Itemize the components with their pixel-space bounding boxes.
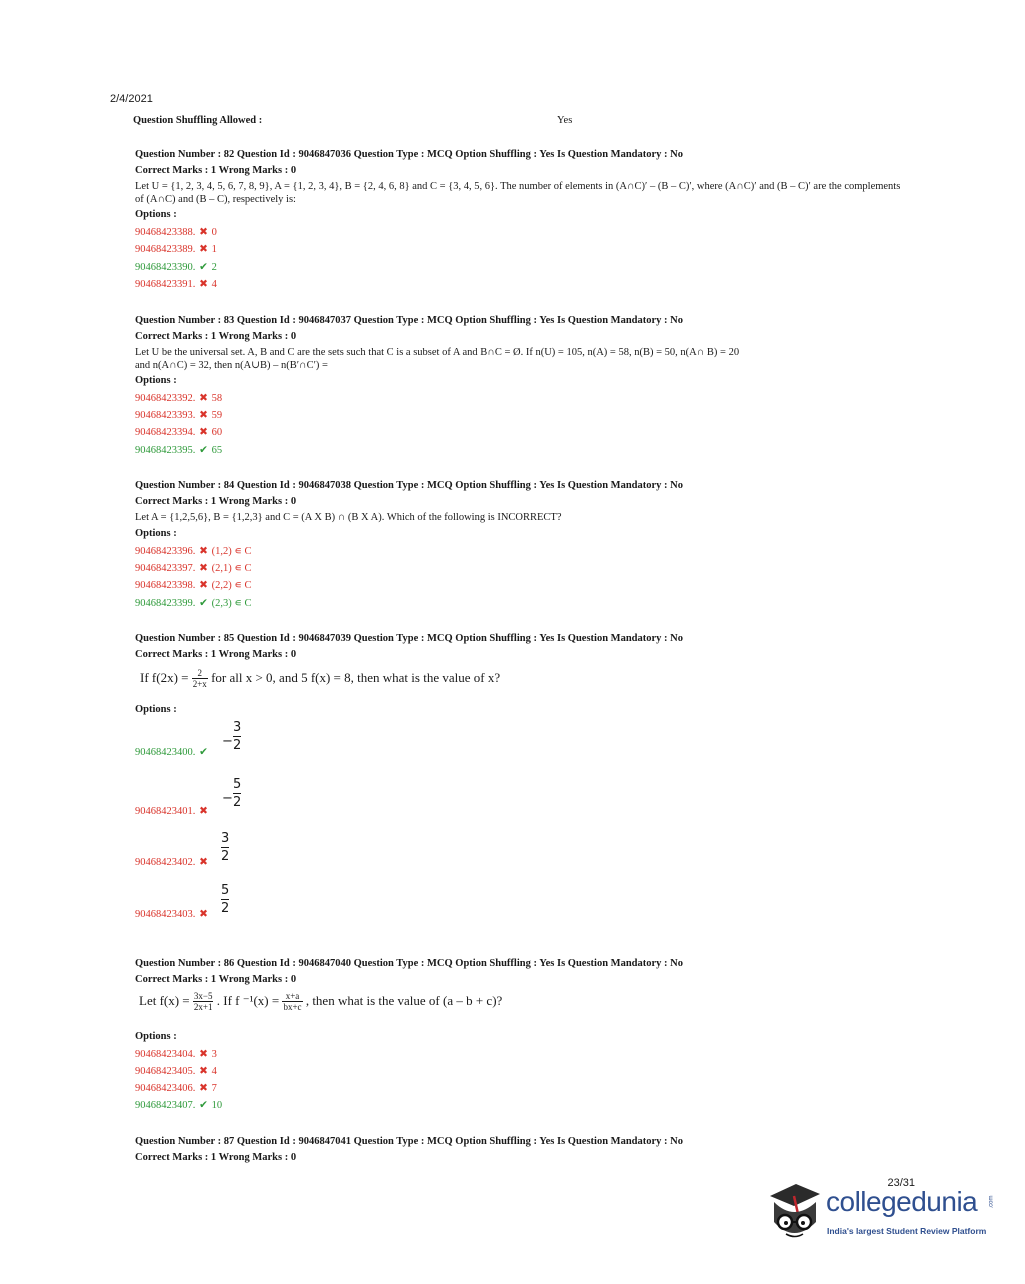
wrong-mark-icon: ✖ — [199, 244, 208, 255]
q86-marks: Correct Marks : 1 Wrong Marks : 0 — [135, 974, 297, 985]
q87-meta: Question Number : 87 Question Id : 9046847041 Question Type : MCQ Option Shuffling : Yes Is Question Mandatory : No — [135, 1136, 683, 1147]
brand-tagline: India's largest Student Review Platform — [827, 1226, 987, 1236]
option-row[interactable]: 90468423404. ✖ 3 — [135, 1049, 217, 1060]
option-row[interactable]: 90468423396. ✖ (1,2) ∊ C — [135, 546, 252, 557]
option-row[interactable]: 90468423395. ✔ 65 — [135, 445, 223, 456]
option-row[interactable]: 90468423392. ✖ 58 — [135, 393, 223, 404]
q86-options-label: Options : — [135, 1031, 177, 1042]
option-row[interactable]: 90468423399. ✔ (2,3) ∊ C — [135, 598, 252, 609]
fraction: $\frac{2}{2+x}$ — [192, 668, 207, 689]
check-mark-icon: ✔ — [199, 747, 208, 758]
wrong-mark-icon: ✖ — [199, 1083, 208, 1094]
shuffling-value: Yes — [557, 115, 573, 126]
q82-options-label: Options : — [135, 209, 177, 220]
wrong-mark-icon: ✖ — [199, 857, 208, 868]
fraction: $\frac{3x-5}{2x+1}$ — [193, 991, 213, 1012]
brand-logo-text: collegedunia — [826, 1186, 978, 1217]
wrong-mark-icon: ✖ — [199, 393, 208, 404]
fraction: $\frac{x+a}{bx+c}$ — [283, 991, 302, 1012]
q83-options-label: Options : — [135, 375, 177, 386]
option-row[interactable]: 90468423390. ✔ 2 — [135, 262, 217, 273]
option-fraction: 5 2 — [221, 883, 230, 916]
q83-meta: Question Number : 83 Question Id : 9046847037 Question Type : MCQ Option Shuffling : Yes Is Question Mandatory : No — [135, 315, 683, 326]
wrong-mark-icon: ✖ — [199, 1066, 208, 1077]
option-row[interactable]: 90468423391. ✖ 4 — [135, 279, 217, 290]
option-row[interactable]: 90468423403. ✖ — [135, 909, 208, 920]
shuffling-label: Question Shuffling Allowed : — [133, 115, 263, 126]
q84-marks: Correct Marks : 1 Wrong Marks : 0 — [135, 496, 297, 507]
page-number: 23/31 — [887, 1177, 915, 1189]
q84-meta: Question Number : 84 Question Id : 9046847038 Question Type : MCQ Option Shuffling : Yes Is Question Mandatory : No — [135, 480, 683, 491]
minus-sign: − — [222, 791, 233, 806]
q84-options-label: Options : — [135, 528, 177, 539]
option-row[interactable]: 90468423401. ✖ — [135, 806, 208, 817]
wrong-mark-icon: ✖ — [199, 806, 208, 817]
q82-marks: Correct Marks : 1 Wrong Marks : 0 — [135, 165, 297, 176]
option-fraction: 3 2 — [221, 831, 230, 864]
option-row[interactable]: 90468423407. ✔ 10 — [135, 1100, 223, 1111]
option-row[interactable]: 90468423405. ✖ 4 — [135, 1066, 217, 1077]
q85-text: If f(2x) = $\frac{2}{2+x}$ for all x > 0, and 5 f(x) = 8, then what is the value of x? — [140, 668, 501, 689]
option-row[interactable]: 90468423394. ✖ 60 — [135, 427, 223, 438]
q82-meta: Question Number : 82 Question Id : 9046847036 Question Type : MCQ Option Shuffling : Yes Is Question Mandatory : No — [135, 149, 683, 160]
check-mark-icon: ✔ — [199, 262, 208, 273]
q84-text: Let A = {1,2,5,6}, B = {1,2,3} and C = (A X B) ∩ (B X A). Which of the following is INCORRECT? — [135, 512, 562, 523]
option-row[interactable]: 90468423398. ✖ (2,2) ∊ C — [135, 580, 252, 591]
option-row[interactable]: 90468423388. ✖ 0 — [135, 227, 217, 238]
wrong-mark-icon: ✖ — [199, 279, 208, 290]
q85-marks: Correct Marks : 1 Wrong Marks : 0 — [135, 649, 297, 660]
option-fraction: 5 2 — [233, 777, 242, 810]
wrong-mark-icon: ✖ — [199, 909, 208, 920]
check-mark-icon: ✔ — [199, 445, 208, 456]
q85-meta: Question Number : 85 Question Id : 9046847039 Question Type : MCQ Option Shuffling : Yes Is Question Mandatory : No — [135, 633, 683, 644]
option-row[interactable]: 90468423393. ✖ 59 — [135, 410, 223, 421]
q87-marks: Correct Marks : 1 Wrong Marks : 0 — [135, 1152, 297, 1163]
option-row[interactable]: 90468423400. ✔ — [135, 747, 208, 758]
check-mark-icon: ✔ — [199, 598, 208, 609]
check-mark-icon: ✔ — [199, 1100, 208, 1111]
option-row[interactable]: 90468423402. ✖ — [135, 857, 208, 868]
wrong-mark-icon: ✖ — [199, 227, 208, 238]
q83-marks: Correct Marks : 1 Wrong Marks : 0 — [135, 331, 297, 342]
option-row[interactable]: 90468423406. ✖ 7 — [135, 1083, 217, 1094]
wrong-mark-icon: ✖ — [199, 410, 208, 421]
q86-text: Let f(x) = $\frac{3x-5}{2x+1}$ . If f ⁻¹(x) = $\frac{x+a}{bx+c}$ , then what is the value of (a – b + c)? — [139, 991, 503, 1012]
q86-meta: Question Number : 86 Question Id : 9046847040 Question Type : MCQ Option Shuffling : Yes Is Question Mandatory : No — [135, 958, 683, 969]
wrong-mark-icon: ✖ — [199, 427, 208, 438]
q85-options-label: Options : — [135, 704, 177, 715]
print-date: 2/4/2021 — [110, 93, 153, 105]
mascot-icon — [766, 1178, 824, 1248]
q83-text: Let U be the universal set. A, B and C are the sets such that C is a subset of A and B∩C = Ø. If n(U) = 105, n(A) = 58, n(B) = 50, n(A∩ B) = 20 and n(A∩C) = 32, then n(A∪B) – n(B′∩C′) = — [135, 347, 740, 371]
wrong-mark-icon: ✖ — [199, 546, 208, 557]
wrong-mark-icon: ✖ — [199, 580, 208, 591]
option-fraction: 3 2 — [233, 720, 242, 753]
q82-text: Let U = {1, 2, 3, 4, 5, 6, 7, 8, 9}, A = {1, 2, 3, 4}, B = {2, 4, 6, 8} and C = {3, 4, 5, 6}. The number of elements in (A∩C)′ – (B – C)′, where (A∩C)′ and (B – C)′ are the complements of (A∩C) and (B – C), respectively is: — [135, 181, 901, 205]
minus-sign: − — [222, 734, 233, 749]
option-row[interactable]: 90468423397. ✖ (2,1) ∊ C — [135, 563, 252, 574]
brand-domain: .com — [988, 1195, 995, 1209]
wrong-mark-icon: ✖ — [199, 1049, 208, 1060]
wrong-mark-icon: ✖ — [199, 563, 208, 574]
option-row[interactable]: 90468423389. ✖ 1 — [135, 244, 217, 255]
